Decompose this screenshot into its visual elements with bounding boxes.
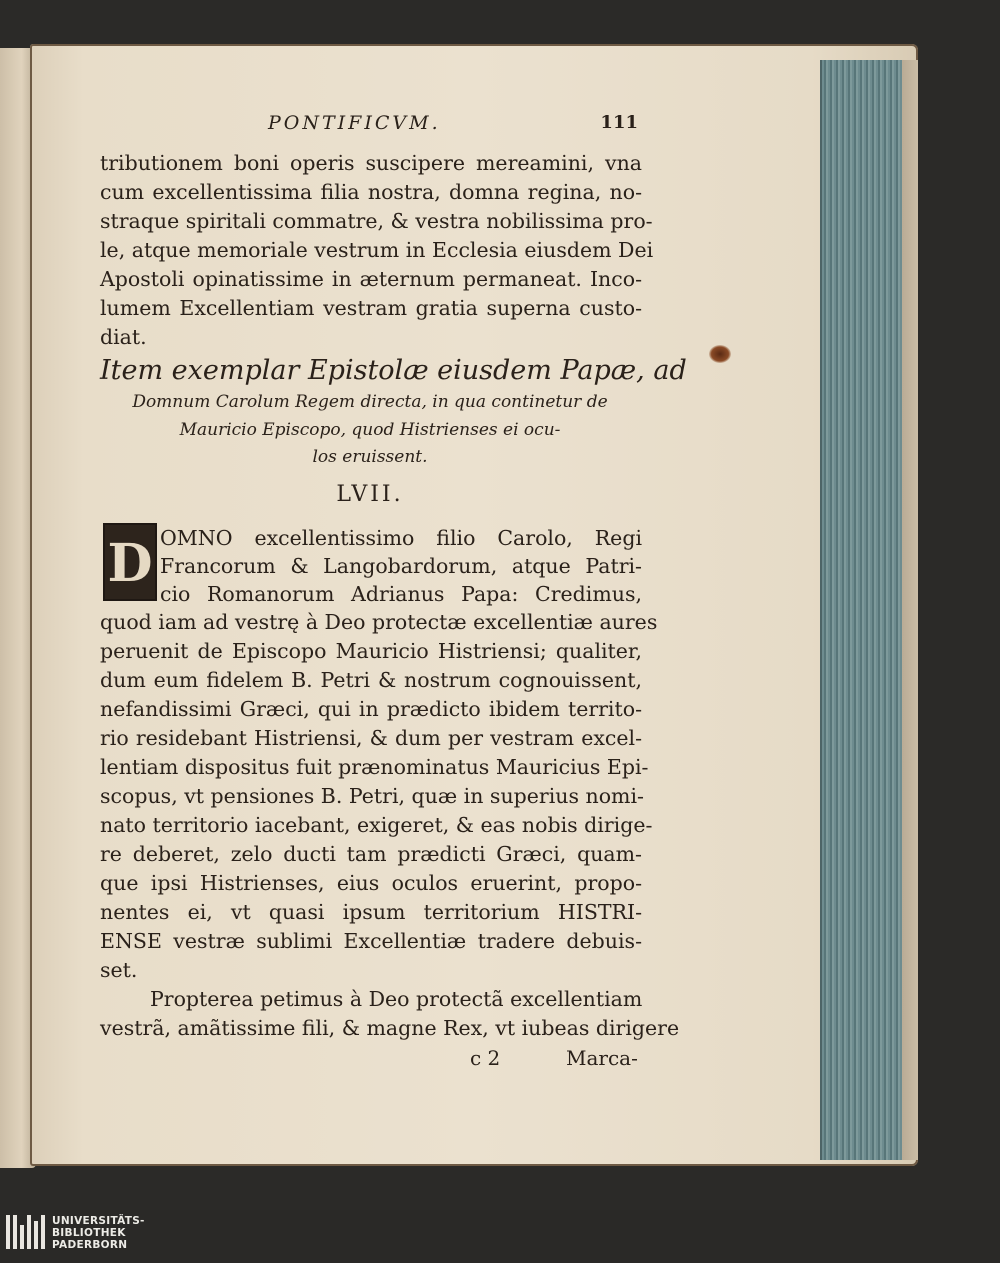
epistle-subheading: los eruissent. [312,447,428,467]
text-line: scopus, vt pensiones B. Petri, quæ in superius nomi- [100,784,644,808]
text-line: lumem Excellentiam vestram gratia superna custo- [100,296,642,320]
text-line: Apostoli opinatissime in æternum permaneat. Inco- [100,267,642,291]
text-line: quod iam ad vestrę à Deo protectæ excellentiæ aures [100,610,658,634]
text-line: set. [100,958,138,982]
epistle-subheading: Domnum Carolum Regem directa, in qua continetur de [132,392,608,412]
library-footer [0,1210,1000,1263]
text-line: nato territorio iacebant, exigeret, & eas nobis dirige- [100,813,653,837]
text-line: straque spiritali commatre, & vestra nobilissima pro- [100,209,653,233]
epistle-heading: Item exemplar Epistolæ eiusdem Papæ, ad [100,355,687,386]
text-line: nentes ei, vt quasi ipsum territorium HISTRI- [100,900,642,924]
text-line: lentiam dispositus fuit prænominatus Mauricius Epi- [100,755,649,779]
page-number: 111 [600,112,638,133]
library-name-line: BIBLIOTHEK [52,1227,126,1239]
text-line: Propterea petimus à Deo protectã excellentiam [150,987,643,1011]
running-title: PONTIFICVM. [268,112,441,134]
text-line: OMNO excellentissimo filio Carolo, Regi [160,526,642,550]
text-line: cio Romanorum Adrianus Papa: Credimus, [160,582,642,606]
text-line: re deberet, zelo ducti tam prædicti Græci, quam- [100,842,642,866]
text-line: diat. [100,325,147,349]
library-logo-icon [6,1215,46,1249]
text-line: peruenit de Episcopo Mauricio Histriensi; qualiter, [100,639,642,663]
text-line: rio residebant Histriensi, & dum per vestram excel- [100,726,642,750]
book-fore-edge [820,60,902,1160]
library-name-line: PADERBORN [52,1239,128,1251]
decorated-initial [103,523,157,601]
text-line: dum eum fidelem B. Petri & nostrum cognouissent, [100,668,642,692]
text-line: vestrã, amãtissime fili, & magne Rex, vt iubeas dirigere [100,1016,680,1040]
signature-mark: c 2 [470,1046,501,1070]
text-line: tributionem boni operis suscipere mereamini, vna [100,151,642,175]
text-line: Francorum & Langobardorum, atque Patri- [160,554,642,578]
text-line: cum excellentissima filia nostra, domna regina, no- [100,180,642,204]
initial-letter: D [107,533,153,594]
library-name-line: UNIVERSITÄTS- [52,1215,145,1227]
catchword: Marca- [566,1046,638,1070]
chapter-number: LVII. [336,482,404,507]
text-line: ENSE vestræ sublimi Excellentiæ tradere debuis- [100,929,642,953]
text-line: nefandissimi Græci, qui in prædicto ibidem territo- [100,697,642,721]
ink-stain [709,345,731,363]
page-header [100,112,640,142]
text-line: que ipsi Histrienses, eius oculos eruerint, propo- [100,871,642,895]
text-line: le, atque memoriale vestrum in Ecclesia eiusdem Dei [100,238,654,262]
epistle-subheading: Mauricio Episcopo, quod Histrienses ei ocu- [179,420,561,440]
